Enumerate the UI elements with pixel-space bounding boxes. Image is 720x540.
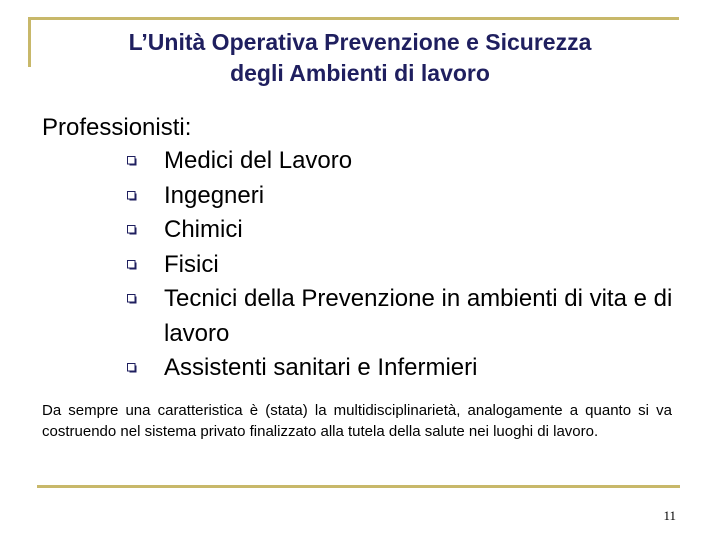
section-heading: Professionisti: [42,114,192,141]
list-item-text: Medici del Lavoro [164,147,353,174]
left-rule [28,17,31,67]
list-item-text: Fisici [164,250,219,278]
list-item [0,351,674,386]
title-line-1: L’Unità Operativa Prevenzione e Sicurezza [128,29,592,55]
list-item-text: Assistenti sanitari e Infermieri [164,354,478,381]
top-rule [28,17,679,20]
slide-title [40,27,680,89]
list-item [0,144,674,179]
list-item-text: Tecnici della Prevenzione in ambienti di vita e di lavoro [164,285,673,347]
list-item [0,179,674,214]
hollow-square-bullet-icon [127,260,137,270]
list-item [0,248,674,283]
hollow-square-bullet-icon [127,191,137,201]
list-item [0,282,674,351]
list-item [0,213,674,248]
hollow-square-bullet-icon [127,156,137,166]
professionals-list [0,144,720,386]
hollow-square-bullet-icon [127,363,137,373]
page-number: 11 [663,508,676,523]
title-line-2: degli Ambienti di lavoro [230,60,490,86]
hollow-square-bullet-icon [127,225,137,235]
hollow-square-bullet-icon [127,294,137,304]
bottom-rule [37,485,680,488]
body-paragraph: Da sempre una caratteristica è (stata) la multidisciplinarietà, analogamente a quanto si va costruendo nel sistema privato finalizzato alla tutela della salute nei luoghi di lavoro. [42,402,672,440]
list-item-text: Ingegneri [164,181,265,209]
list-item-text: Chimici [164,216,243,243]
